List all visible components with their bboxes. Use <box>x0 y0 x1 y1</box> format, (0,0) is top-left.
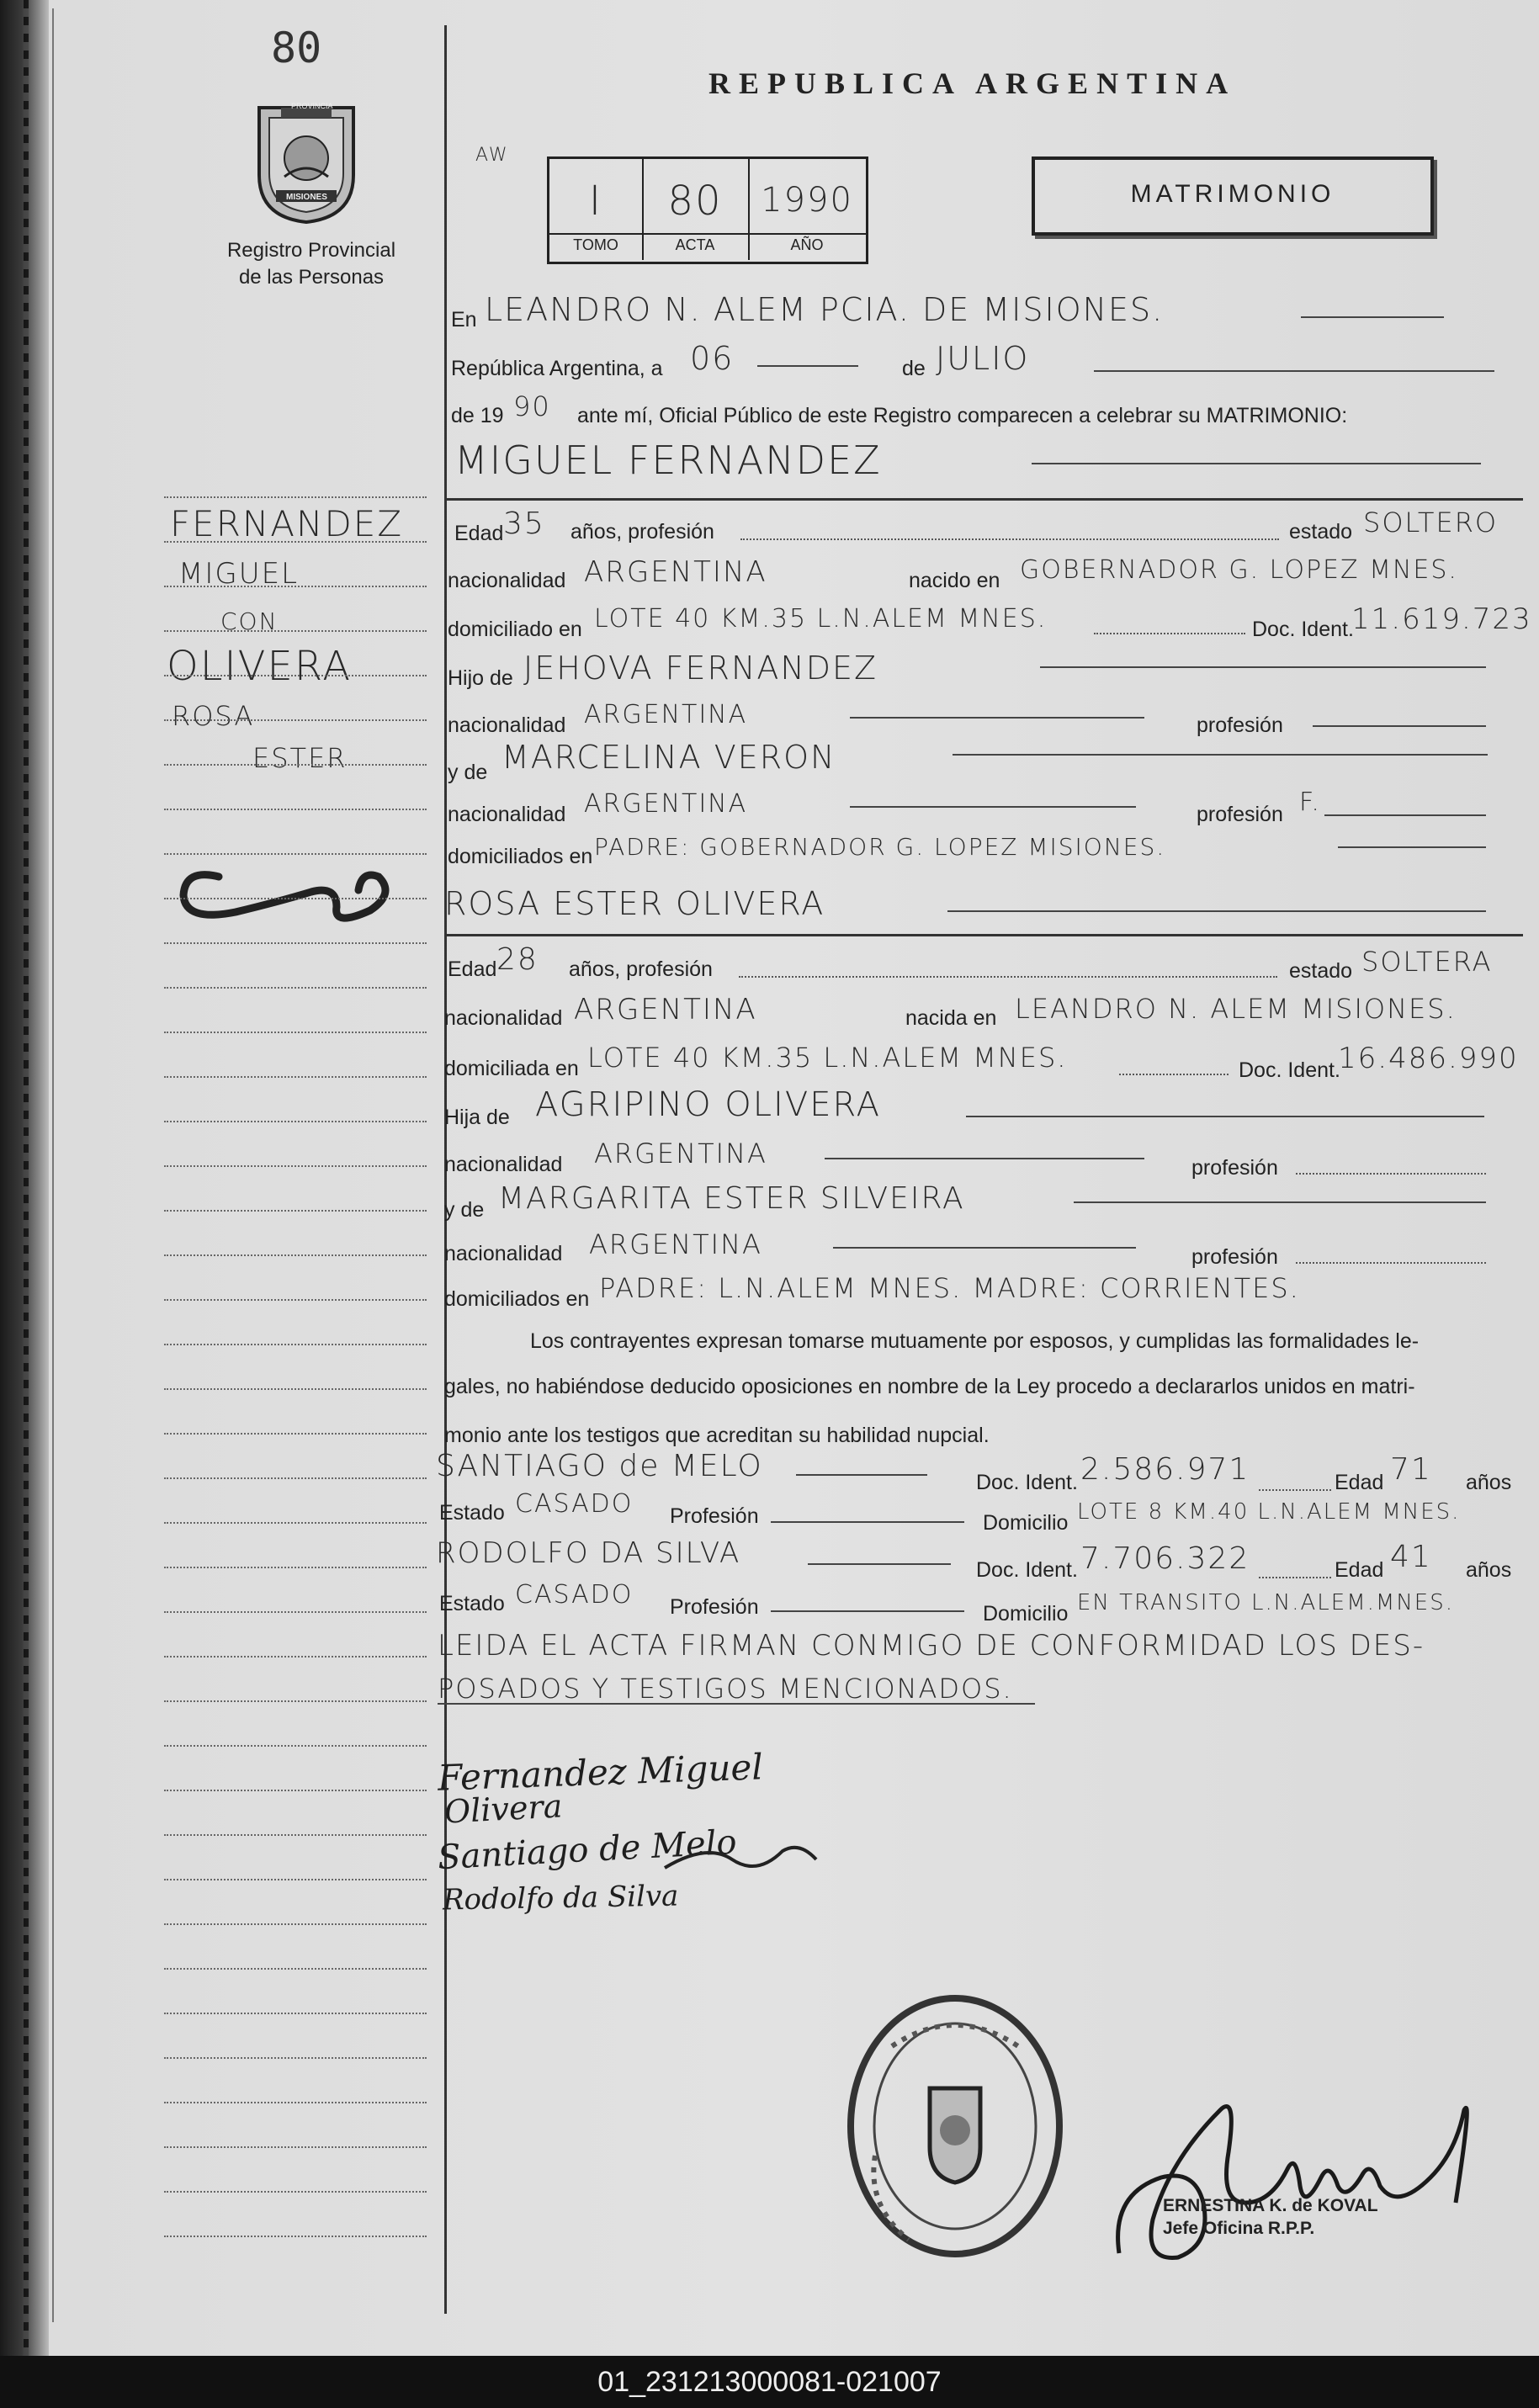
month-value: JULIO <box>936 340 1030 377</box>
bride-padre-prof-label: profesión <box>1191 1156 1278 1180</box>
groom-domiciliados: PADRE: GOBERNADOR G. LOPEZ MISIONES. <box>594 833 1166 861</box>
groom-doc: 11.619.723 <box>1351 602 1532 636</box>
witness1-doc: 2.586.971 <box>1080 1452 1250 1487</box>
witness2-doc: 7.706.322 <box>1080 1541 1250 1576</box>
book-binding <box>0 0 49 2356</box>
witness1-prof-label: Profesión <box>670 1504 759 1528</box>
margin-rule-line <box>164 541 427 543</box>
witness2-domicilio: EN TRANSITO L.N.ALEM.MNES. <box>1077 1590 1454 1615</box>
groom-nacido-label: nacido en <box>909 569 1000 592</box>
bride-nacida: LEANDRO N. ALEM MISIONES. <box>1015 993 1457 1025</box>
groom-estado-label: estado <box>1289 520 1353 544</box>
groom-edad: 35 <box>503 507 545 541</box>
margin-lines <box>164 496 427 2272</box>
bride-madre: MARGARITA ESTER SILVEIRA <box>498 1181 965 1216</box>
tomo-value: I <box>588 178 603 225</box>
margin-rule-line <box>164 2236 427 2237</box>
bride-anos-label: años, profesión <box>569 957 713 981</box>
margin-rule-line <box>164 1923 427 1925</box>
bride-madre-nac-label: nacionalidad <box>444 1242 563 1265</box>
groom-nac-label: nacionalidad <box>448 569 566 592</box>
groom-madre-nac: ARGENTINA <box>584 789 748 819</box>
margin-rule-line <box>164 1567 427 1568</box>
margin-rule-line <box>164 2102 427 2103</box>
groom-madre-prof-label: profesión <box>1197 803 1283 826</box>
groom-nacionalidad: ARGENTINA <box>584 555 767 589</box>
margin-rule-line <box>164 764 427 766</box>
witness2-anos-label: años <box>1466 1558 1512 1582</box>
margin-rule-line <box>164 1032 427 1033</box>
registry-name: Registro Provincial de las Personas <box>226 239 396 289</box>
acta-value: 80 <box>667 178 723 225</box>
groom-estado: SOLTERO <box>1363 507 1499 538</box>
groom-madre-nac-label: nacionalidad <box>448 803 566 826</box>
groom-domicilio: LOTE 40 KM.35 L.N.ALEM MNES. <box>594 604 1048 634</box>
bride-edad-label: Edad <box>448 957 497 981</box>
witness1-domicilio: LOTE 8 KM.40 L.N.ALEM MNES. <box>1077 1499 1461 1525</box>
signature-witness2: Rodolfo da Silva <box>442 1879 679 1917</box>
margin-rule-line <box>164 1165 427 1167</box>
margin-rule-line <box>164 1522 427 1524</box>
margin-rule-line <box>164 2013 427 2014</box>
declaration-line3: monio ante los testigos que acreditan su habilidad nupcial. <box>444 1424 990 1447</box>
margin-rule-line <box>164 987 427 989</box>
groom-doc-label: Doc. Ident. <box>1252 618 1354 641</box>
witness1-anos-label: años <box>1466 1471 1512 1494</box>
en-label: En <box>451 308 477 331</box>
declaration-line2: gales, no habiéndose deducido oposiciones en nombre de la Ley procedo a declararlos unidos en matri- <box>444 1375 1415 1398</box>
margin-rule-line <box>164 2191 427 2193</box>
de-label: de <box>902 357 926 380</box>
bride-nacida-label: nacida en <box>905 1006 997 1030</box>
bride-madre-prof-label: profesión <box>1191 1245 1278 1269</box>
bride-dom-label: domiciliada en <box>444 1057 579 1080</box>
witness2-edad: 41 <box>1390 1540 1432 1574</box>
margin-rule-line <box>164 942 427 944</box>
crest-caption-bottom: MISIONES <box>286 193 327 202</box>
witness2-edad-label: Edad <box>1335 1558 1384 1582</box>
bride-madre-nac: ARGENTINA <box>589 1228 762 1260</box>
bride-doc-label: Doc. Ident. <box>1239 1058 1340 1082</box>
witness2-estado: CASADO <box>515 1580 634 1610</box>
bride-padre-nac-label: nacionalidad <box>444 1153 563 1176</box>
margin-rule-line <box>164 2146 427 2148</box>
witness1-edad-label: Edad <box>1335 1471 1384 1494</box>
official-stamp: ERNESTINA K. de KOVAL Jefe Oficina R.P.P. <box>1163 2196 1378 2238</box>
margin-rule-line <box>164 1433 427 1435</box>
page-edge-rule <box>52 8 54 2322</box>
bride-domiciliados-label: domiciliados en <box>444 1287 590 1311</box>
signature-bride: Olivera <box>443 1787 564 1831</box>
bride-padre-nac: ARGENTINA <box>594 1138 767 1170</box>
margin-rule-line <box>164 675 427 676</box>
groom-nacido: GOBERNADOR G. LOPEZ MNES. <box>1020 555 1458 585</box>
bride-nac-label: nacionalidad <box>444 1006 563 1030</box>
margin-rule-line <box>164 1254 427 1256</box>
witness2-name: RODOLFO DA SILVA <box>436 1536 741 1570</box>
groom-padre-nac: ARGENTINA <box>584 700 748 729</box>
witness1-doc-label: Doc. Ident. <box>976 1471 1078 1494</box>
bride-estado-label: estado <box>1289 959 1353 983</box>
bride-edad: 28 <box>496 942 539 977</box>
margin-line3: CON <box>220 607 279 635</box>
bride-padre: AGRIPINO OLIVERA <box>535 1085 882 1124</box>
margin-rule-line <box>164 2057 427 2059</box>
act-type: MATRIMONIO <box>1130 180 1335 208</box>
folio-number: 80 <box>271 24 322 72</box>
witness1-dom-label: Domicilio <box>983 1511 1069 1535</box>
margin-rule-line <box>164 1700 427 1702</box>
signature-groom: Fernandez Miguel <box>437 1746 764 1799</box>
groom-padre-nac-label: nacionalidad <box>448 713 566 737</box>
witness2-dom-label: Domicilio <box>983 1602 1069 1626</box>
scan-id: 01_231213000081-021007 <box>597 2366 942 2398</box>
bride-domiciliados: PADRE: L.N.ALEM MNES. MADRE: CORRIENTES. <box>599 1272 1300 1304</box>
groom-name: MIGUEL FERNANDEZ <box>454 438 882 483</box>
margin-rule-line <box>164 630 427 632</box>
year-suffix: 90 <box>513 390 551 422</box>
witness2-prof-label: Profesión <box>670 1595 759 1619</box>
bride-doc: 16.486.990 <box>1338 1042 1519 1075</box>
record-box <box>547 156 868 264</box>
groom-padre-prof-label: profesión <box>1197 713 1283 737</box>
groom-madre: MARCELINA VERON <box>502 739 836 776</box>
margin-rule-line <box>164 853 427 855</box>
margin-rule-line <box>164 1745 427 1747</box>
groom-yde-label: y de <box>448 761 488 784</box>
margin-rule-line <box>164 1656 427 1657</box>
closing-line1: LEIDA EL ACTA FIRMAN CONMIGO DE CONFORMIDAD LOS DES- <box>438 1629 1425 1663</box>
margin-rule-line <box>164 586 427 587</box>
witness1-estado-label: Estado <box>439 1501 505 1525</box>
provincial-crest-icon <box>251 99 362 225</box>
groom-madre-prof: F. <box>1299 788 1321 817</box>
registry-mark: AW <box>475 145 509 166</box>
witness1-edad: 71 <box>1390 1452 1432 1487</box>
margin-line1: FERNANDEZ <box>170 503 404 544</box>
margin-rule-line <box>164 1076 427 1078</box>
margin-rule-line <box>164 1344 427 1345</box>
ano-value: 1990 <box>761 181 853 220</box>
tomo-label: TOMO <box>573 236 618 253</box>
groom-hijo-label: Hijo de <box>448 666 513 690</box>
witness2-doc-label: Doc. Ident. <box>976 1558 1078 1582</box>
margin-rule-line <box>164 1121 427 1122</box>
margin-rule-line <box>164 898 427 899</box>
bride-hija-label: Hija de <box>444 1106 510 1129</box>
margin-rule-line <box>164 1388 427 1390</box>
signature-flourish-icon <box>656 1834 825 1885</box>
margin-rule-line <box>164 1834 427 1836</box>
republica-label: República Argentina, a <box>451 357 663 380</box>
scan-footer <box>0 2356 1539 2408</box>
bride-domicilio: LOTE 40 KM.35 L.N.ALEM MNES. <box>587 1042 1068 1074</box>
margin-rule-line <box>164 1299 427 1301</box>
margin-rule-line <box>164 1477 427 1479</box>
margin-rule-line <box>164 1879 427 1880</box>
official-seal-icon <box>841 1987 1069 2265</box>
witness1-name: SANTIAGO de MELO <box>436 1449 763 1483</box>
margin-rule-line <box>164 1790 427 1791</box>
place-value: LEANDRO N. ALEM PCIA. DE MISIONES. <box>485 291 1165 328</box>
closing-line2: POSADOS Y TESTIGOS MENCIONADOS. <box>438 1673 1013 1705</box>
signature-witness1: Santiago de Melo <box>437 1822 738 1878</box>
margin-rule-line <box>164 719 427 721</box>
groom-dom-label: domiciliado en <box>448 618 582 641</box>
margin-rule-line <box>164 496 427 498</box>
bride-estado: SOLTERA <box>1361 946 1493 978</box>
country-title: REPUBLICA ARGENTINA <box>708 66 1237 100</box>
margin-rule-line <box>164 1611 427 1613</box>
margin-rule-line <box>164 1210 427 1212</box>
bride-yde-label: y de <box>444 1198 485 1222</box>
margin-line6: ESTER <box>252 742 348 774</box>
margin-line2: MIGUEL <box>178 557 300 591</box>
margin-rule-line <box>164 1968 427 1970</box>
ano-label: AÑO <box>790 236 824 253</box>
official-signature-icon <box>1094 2077 1498 2270</box>
declaration-line1: Los contrayentes expresan tomarse mutuamente por esposos, y cumplidas las formalidades le- <box>530 1329 1420 1353</box>
groom-domiciliados-label: domiciliados en <box>448 845 593 868</box>
groom-edad-label: Edad <box>454 522 504 545</box>
margin-line5: ROSA <box>172 700 255 732</box>
groom-anos-label: años, profesión <box>570 520 714 544</box>
acta-label: ACTA <box>675 236 715 253</box>
year-prefix: de 19 <box>451 404 504 427</box>
groom-padre: JEHOVA FERNANDEZ <box>523 650 878 687</box>
witness1-estado: CASADO <box>515 1489 634 1519</box>
act-type-box <box>1032 156 1434 236</box>
bride-name: ROSA ESTER OLIVERA <box>444 885 825 922</box>
witness2-estado-label: Estado <box>439 1592 505 1615</box>
crest-caption-top: PROVINCIA <box>291 102 333 110</box>
margin-rule-line <box>164 809 427 810</box>
bride-nacionalidad: ARGENTINA <box>574 993 757 1026</box>
intro-statement: ante mí, Oficial Público de este Registro comparecen a celebrar su MATRIMONIO: <box>577 404 1348 427</box>
margin-line4: OLIVERA <box>167 643 353 690</box>
day-value: 06 <box>690 340 735 377</box>
